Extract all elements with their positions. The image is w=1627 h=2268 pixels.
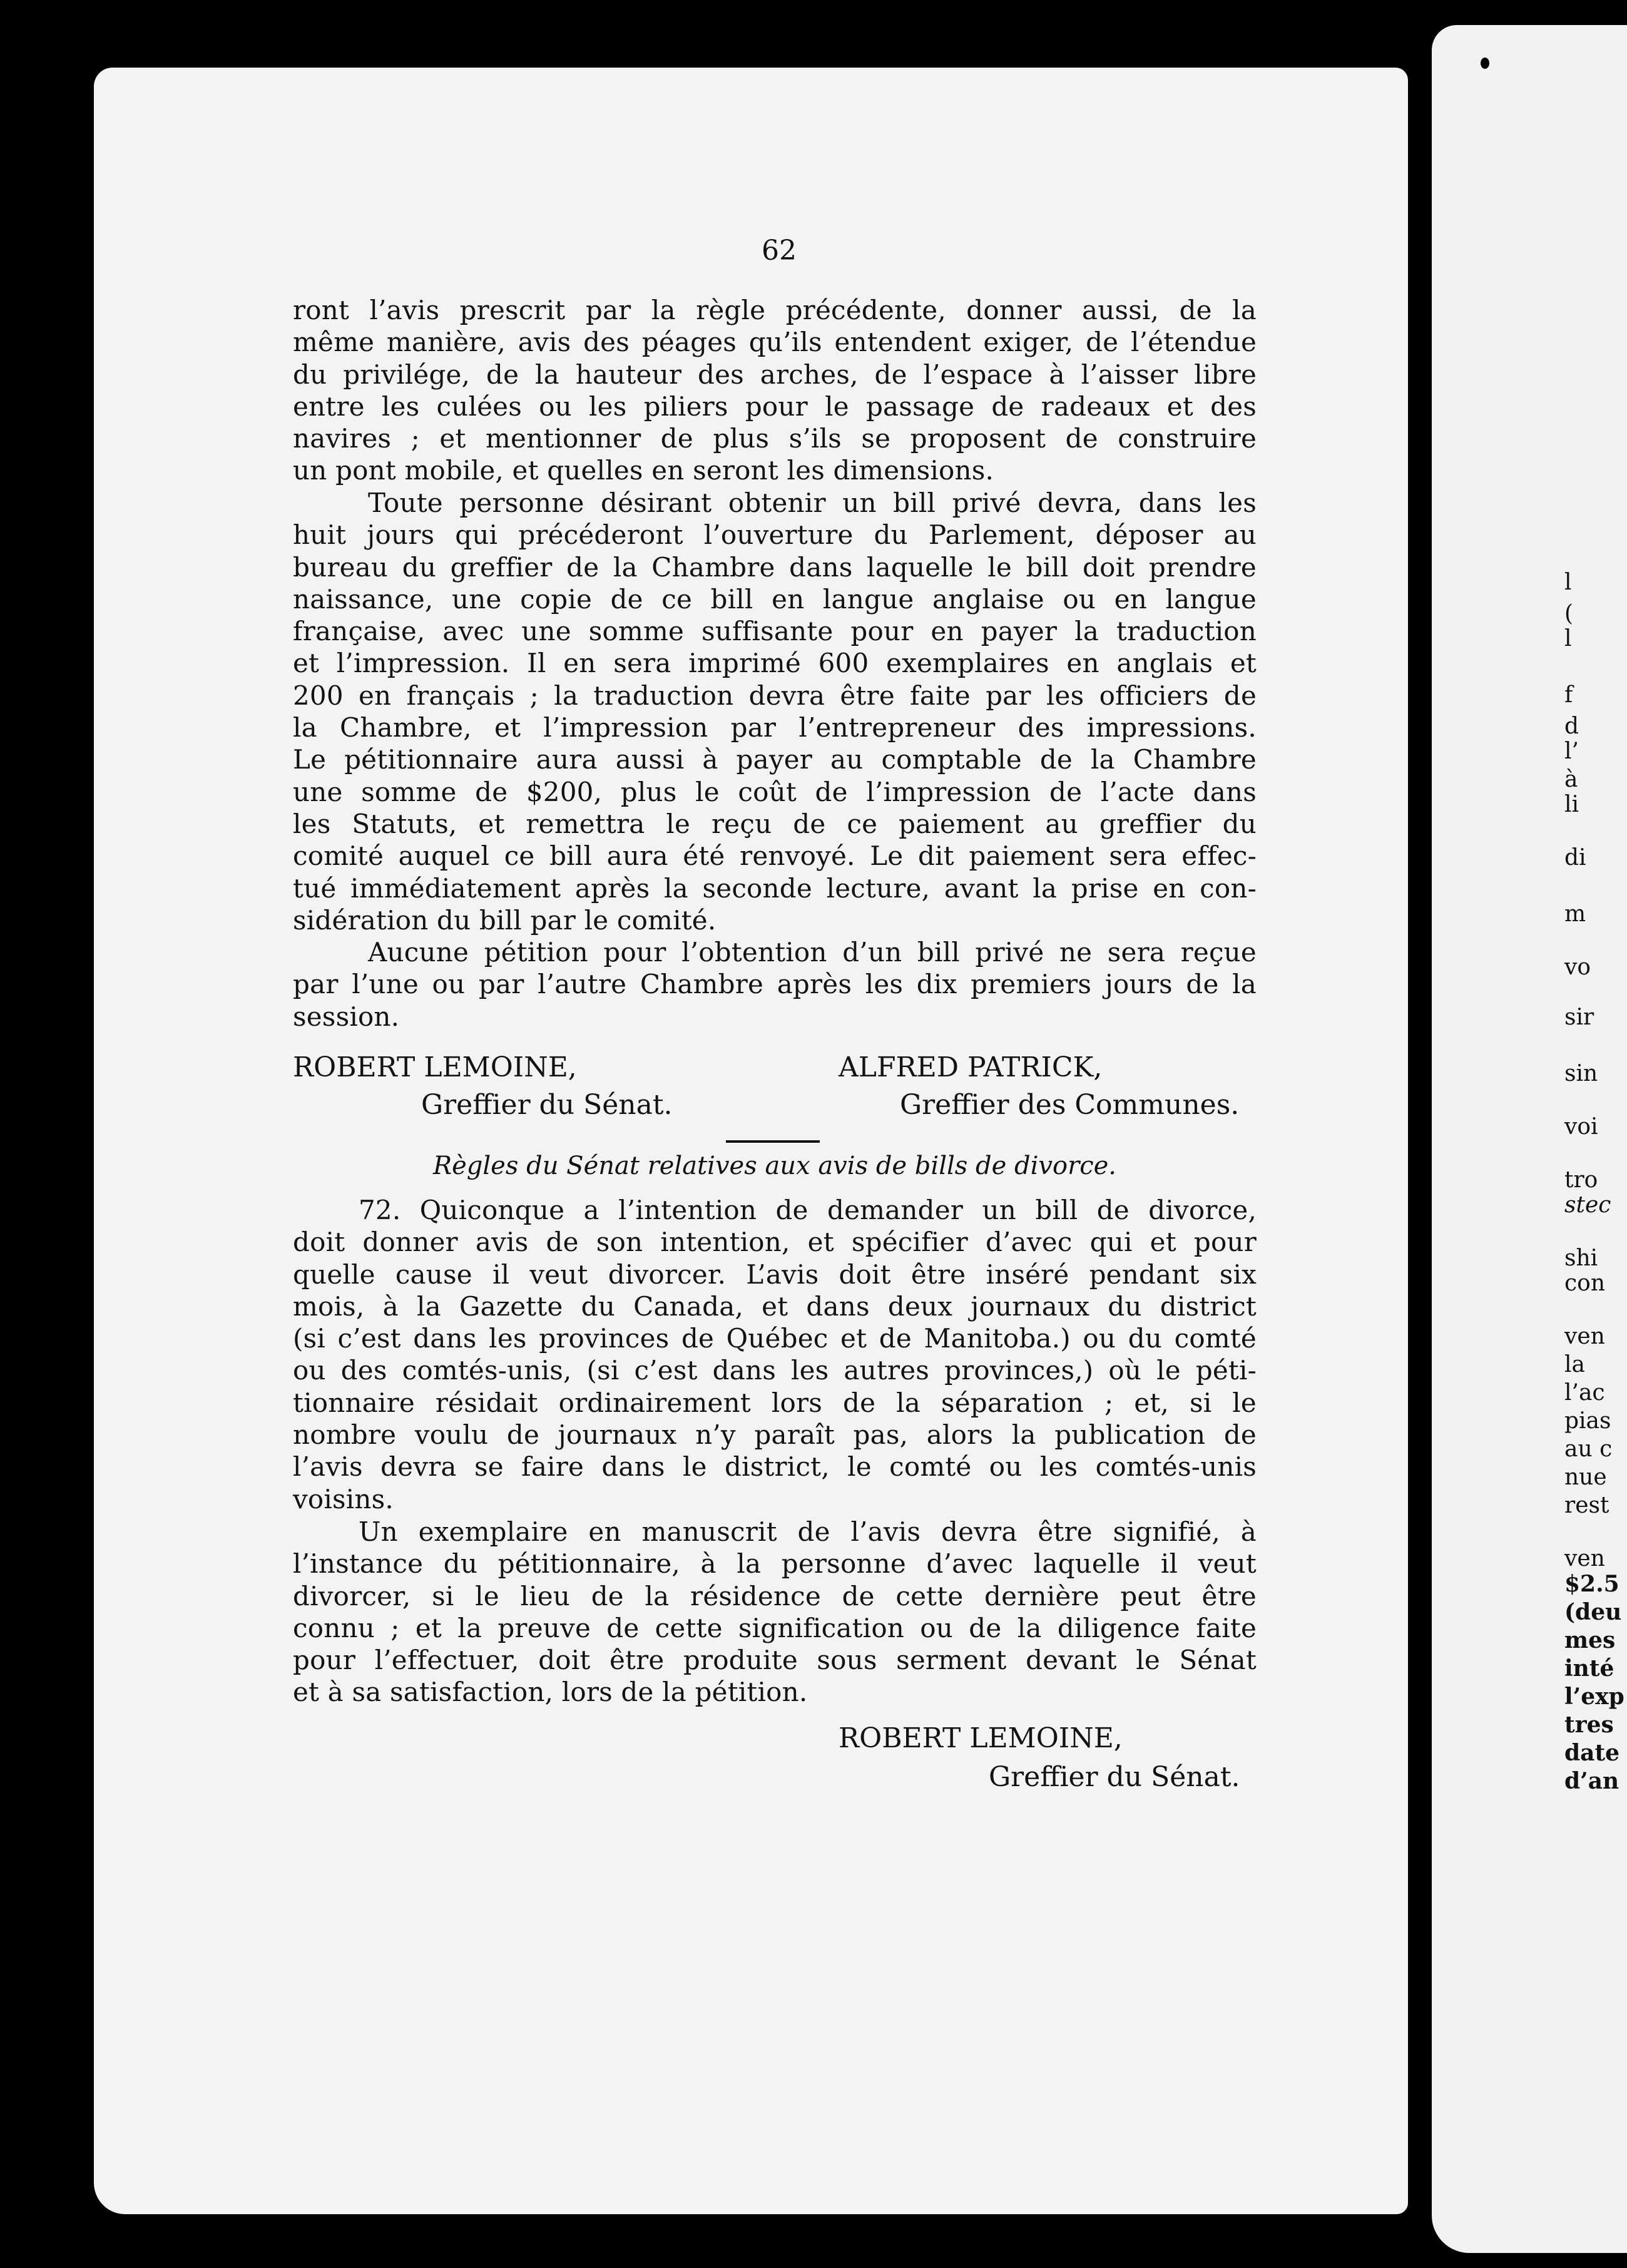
text-line: entre les culées ou les piliers pour le passage de radeaux et des: [293, 391, 1257, 422]
paragraph-4: [293, 1194, 1257, 1515]
signatory-name-left: ROBERT LEMOINE,: [293, 1051, 577, 1083]
fragment: ven: [1564, 1324, 1605, 1349]
fragment: sir: [1564, 1004, 1594, 1030]
text-line: ront l’avis prescrit par la règle précédente, donner aussi, de la: [293, 295, 1257, 325]
text-line: 72. Quiconque a l’intention de demander un bill de divorce,: [359, 1195, 1257, 1225]
ink-spot: [1481, 58, 1489, 69]
text-line: quelle cause il veut divorcer. L’avis doit être inséré pendant six: [293, 1259, 1257, 1290]
text-line: et l’impression. Il en sera imprimé 600 exemplaires en anglais et: [293, 648, 1257, 679]
fragment: au c: [1564, 1436, 1613, 1462]
fragment: nue: [1564, 1464, 1607, 1490]
text-line: les Statuts, et remettra le reçu de ce paiement au greffier du: [293, 808, 1257, 839]
signatory-title-left: Greffier du Sénat.: [421, 1089, 673, 1121]
text-line: voisins.: [293, 1483, 394, 1515]
fragment: (: [1564, 601, 1574, 626]
text-line: huit jours qui précéderont l’ouverture du Parlement, déposer au: [293, 519, 1257, 551]
fragment: (deu: [1564, 1599, 1622, 1625]
signatory-name-right: ALFRED PATRICK,: [839, 1051, 1103, 1083]
text-line: tionnaire résidait ordinairement lors de la séparation ; et, si le: [293, 1387, 1257, 1418]
text-line: l’instance du pétitionnaire, à la personne d’avec laquelle il veut: [293, 1548, 1257, 1580]
fragment: li: [1564, 792, 1579, 817]
text-line: Le pétitionnaire aura aussi à payer au comptable de la Chambre: [293, 744, 1257, 775]
text-line: pour l’effectuer, doit être produite sous serment devant le Sénat: [293, 1645, 1257, 1676]
text-line: divorcer, si le lieu de la résidence de cette dernière peut être: [293, 1580, 1257, 1612]
fragment: con: [1564, 1270, 1606, 1296]
text-line: Toute personne désirant obtenir un bill privé devra, dans les: [368, 488, 1257, 518]
text-line: Aucune pétition pour l’obtention d’un bill privé ne sera reçue: [368, 937, 1257, 968]
fragment: à: [1564, 767, 1578, 792]
text-line: du privilége, de la hauteur des arches, de l’espace à l’aisser libre: [293, 359, 1257, 390]
fragment: m: [1564, 901, 1586, 927]
fragment: di: [1564, 845, 1586, 871]
text-line: session.: [293, 1001, 400, 1032]
fragment: stec: [1564, 1192, 1611, 1218]
text-line: et à sa satisfaction, lors de la pétition.: [293, 1677, 808, 1708]
signatory-title-right: Greffier des Communes.: [900, 1089, 1240, 1121]
fragment: l’: [1564, 738, 1579, 764]
fragment: ven: [1564, 1546, 1605, 1571]
text-line: sidération du bill par le comité.: [293, 904, 717, 936]
paragraph-3: [293, 936, 1257, 1033]
section-divider: [726, 1140, 820, 1143]
fragment: l’exp: [1564, 1683, 1624, 1710]
page-number: 62: [762, 235, 797, 267]
paragraph-2: [293, 487, 1257, 936]
text-line: 200 en français ; la traduction devra être faite par les officiers de: [293, 680, 1257, 711]
text-line: bureau du greffier de la Chambre dans laquelle le bill doit prendre: [293, 551, 1257, 583]
text-line: par l’une ou par l’autre Chambre après les dix premiers jours de la: [293, 969, 1257, 1000]
fragment: l: [1564, 570, 1572, 595]
fragment: d: [1564, 713, 1579, 739]
text-line: Un exemplaire en manuscrit de l’avis devra être signifié, à: [359, 1516, 1257, 1547]
signatory-title: Greffier du Sénat.: [989, 1761, 1240, 1793]
text-line: l’avis devra se faire dans le district, le comté ou les comtés-unis: [293, 1451, 1257, 1483]
section-heading: Règles du Sénat relatives aux avis de bills de divorce.: [432, 1152, 1117, 1180]
fragment: shi: [1564, 1245, 1598, 1271]
fragment: l: [1564, 626, 1572, 651]
fragment: date: [1564, 1740, 1620, 1766]
fragment: la: [1564, 1352, 1585, 1377]
fragment: mes: [1564, 1627, 1616, 1653]
text-line: connu ; et la preuve de cette signification ou de la diligence faite: [293, 1612, 1257, 1643]
text-line: (si c’est dans les provinces de Québec et de Manitoba.) ou du comté: [293, 1323, 1257, 1354]
text-line: même manière, avis des péages qu’ils entendent exiger, de l’étendue: [293, 327, 1257, 358]
paragraph-1: [293, 294, 1257, 487]
fragment: $2.5: [1564, 1571, 1619, 1597]
text-line: mois, à la Gazette du Canada, et dans deux journaux du district: [293, 1290, 1257, 1322]
fragment: inté: [1564, 1655, 1614, 1682]
fragment: pias: [1564, 1408, 1611, 1434]
text-line: française, avec une somme suffisante pour en payer la traduction: [293, 616, 1257, 647]
fragment: tro: [1564, 1167, 1598, 1193]
fragment: vo: [1564, 954, 1591, 980]
text-line: la Chambre, et l’impression par l’entrepreneur des impressions.: [293, 712, 1257, 743]
page-gutter: [1408, 25, 1433, 2253]
signatory-name: ROBERT LEMOINE,: [839, 1722, 1123, 1754]
fragment: l’ac: [1564, 1380, 1605, 1406]
text-line: nombre voulu de journaux n’y paraît pas, alors la publication de: [293, 1419, 1257, 1451]
text-line: naissance, une copie de ce bill en langue anglaise ou en langue: [293, 583, 1257, 615]
text-line: doit donner avis de son intention, et spécifier d’avec qui et pour: [293, 1227, 1257, 1258]
text-line: navires ; et mentionner de plus s’ils se proposent de construire: [293, 423, 1257, 454]
fragment: voi: [1564, 1114, 1598, 1140]
fragment: sin: [1564, 1061, 1598, 1086]
text-line: tué immédiatement après la seconde lecture, avant la prise en con-: [293, 872, 1257, 904]
text-line: comité auquel ce bill aura été renvoyé. Le dit paiement sera effec-: [293, 840, 1257, 872]
ink-spot: [59, 139, 64, 146]
text-line: ou des comtés-unis, (si c’est dans les autres provinces,) où le péti-: [293, 1355, 1257, 1386]
fragment: rest: [1564, 1493, 1609, 1518]
fragment: f: [1564, 682, 1573, 708]
text-line: une somme de $200, plus le coût de l’impression de l’acte dans: [293, 776, 1257, 807]
fragment: tres: [1564, 1712, 1614, 1738]
paragraph-5: [293, 1516, 1257, 1709]
fragment: d’an: [1564, 1768, 1619, 1794]
text-line: un pont mobile, et quelles en seront les dimensions.: [293, 455, 994, 486]
